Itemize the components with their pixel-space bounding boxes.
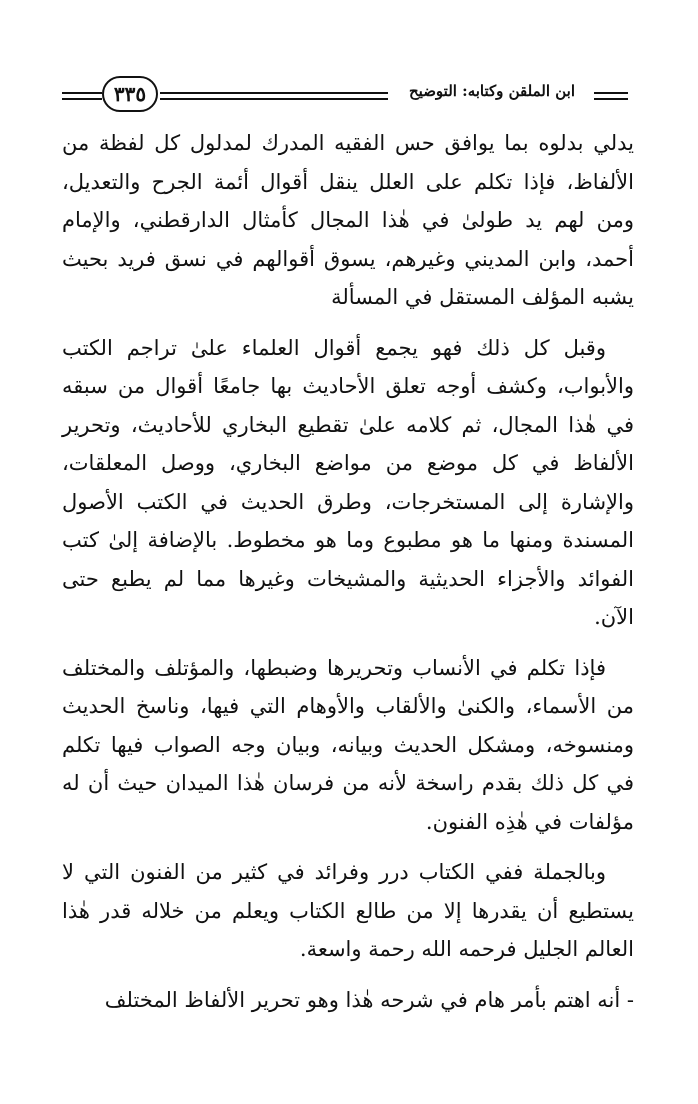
paragraph: وبالجملة ففي الكتاب درر وفرائد في كثير من الفنون التي لا يستطيع أن يقدرها إلا من طالع الكتاب ويعلم من خلاله قدر هٰذا العالم الجليل فرحمه الله رحمة واسعة. <box>62 860 634 961</box>
paragraph: وقبل كل ذلك فهو يجمع أقوال العلماء علىٰ تراجم الكتب والأبواب، وكشف أوجه تعلق الأحاديث بها جامعًا أقوال من سبقه في هٰذا المجال، ثم كلامه علىٰ تقطيع البخاري للأحاديث، وتحرير الألفاظ في كل موضع من مواضع البخاري، ووصل المعلقات، والإشارة إلى المستخرجات، وطرق الحديث في الكتب الأصول المسندة ومنها ما هو مطبوع وما هو مخطوط. بالإضافة إلىٰ كتب الفوائد والأجزاء الحديثية والمشيخات وغيرها مما لم يطبع حتى الآن. <box>62 335 634 629</box>
header-rule-right-bottom <box>594 98 628 100</box>
header-rule-right-top <box>594 92 628 94</box>
running-title: ابن الملقن وكتابه: التوضيح <box>408 82 575 100</box>
page-body <box>62 124 634 1019</box>
header-rule-left-top <box>62 92 102 94</box>
paragraph: يدلي بدلوه بما يوافق حس الفقيه المدرك لمدلول كل لفظة من الألفاظ، فإذا تكلم على العلل ينقل أقوال أئمة الجرح والتعديل، ومن لهم يد طولىٰ في هٰذا المجال كأمثال الدارقطني، والإمام أحمد، وابن المديني وغيرهم، يسوق أقوالهم في نسق فريد بحيث يشبه المؤلف المستقل في المسألة <box>62 131 634 309</box>
page-header <box>62 74 628 118</box>
header-rule-left-bottom <box>62 98 102 100</box>
paragraph: - أنه اهتم بأمر هام في شرحه هٰذا وهو تحرير الألفاظ المختلف <box>104 987 634 1012</box>
header-rule-middle-bottom <box>160 98 388 100</box>
page-number: ٣٣٥ <box>102 76 158 112</box>
paragraph: فإذا تكلم في الأنساب وتحريرها وضبطها، والمؤتلف والمختلف من الأسماء، والكنىٰ والألقاب والأوهام التي فيها، وناسخ الحديث ومنسوخه، ومشكل الحديث وبيانه، وبيان وجه الصواب فيها تكلم في كل ذلك بقدم راسخة لأنه من فرسان هٰذا الميدان حيث أن له مؤلفات في هٰذِه الفنون. <box>62 655 634 834</box>
header-rule-middle-top <box>160 92 388 94</box>
